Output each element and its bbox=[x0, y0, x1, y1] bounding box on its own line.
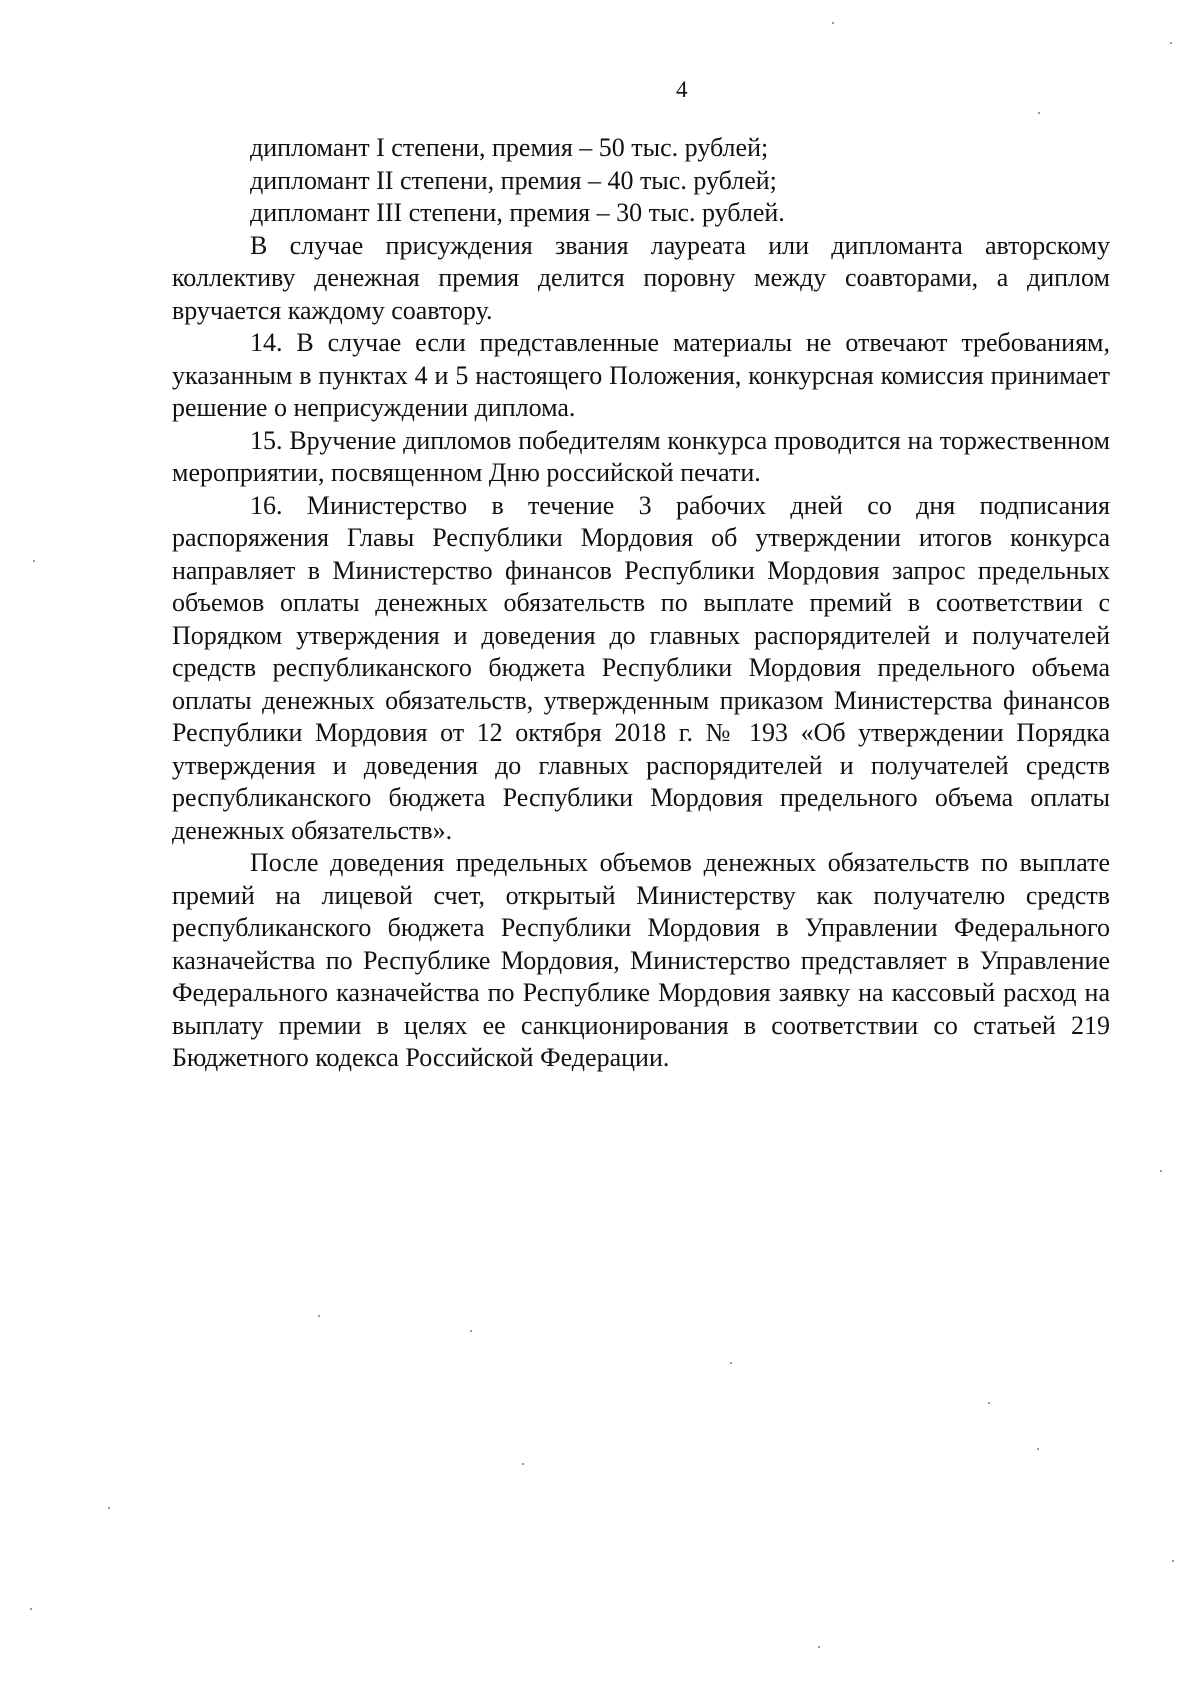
paragraph-item-15: 15. Вручение дипломов победителям конкурса проводится на торжественном мероприятии, посвященном Дню российской печати. bbox=[172, 425, 1110, 487]
paragraph-collective-award: В случае присуждения звания лауреата или дипломанта авторскому коллективу денежная премия делится поровну между соавторами, а диплом вручается каждому соавтору. bbox=[172, 230, 1110, 325]
paragraph-treasury-request: После доведения предельных объемов денежных обязательств по выплате премий на лицевой счет, открытый Министерству как получателю средств республиканского бюджета Республики Мордовия в Управлении Федерального казначейства по Республике Мордовия, Министерство представляет в Управление Федерального казначейства по Республике Мордовия заявку на кассовый расход на выплату премии в целях ее санкционирования в соответствии со статьей 219 Бюджетного кодекса Российской Федерации. bbox=[172, 848, 1110, 1072]
page-number: 4 bbox=[676, 77, 688, 102]
award-line-2: дипломант II степени, премия – 40 тыс. рублей; bbox=[250, 165, 777, 195]
document-body bbox=[172, 132, 1110, 1075]
award-line-1: дипломант I степени, премия – 50 тыс. рублей; bbox=[250, 133, 769, 162]
paragraph-item-14: 14. В случае если представленные материалы не отвечают требованиям, указанным в пунктах 4 и 5 настоящего Положения, конкурсная комиссия принимает решение о неприсуждении диплома. bbox=[172, 328, 1110, 422]
paragraph-item-16: 16. Министерство в течение 3 рабочих дней со дня подписания распоряжения Главы Республики Мордовия об утверждении итогов конкурса направляет в Министерство финансов Республики Мордовия запрос предельных объемов оплаты денежных обязательств по выплате премий в соответствии с Порядком утверждения и доведения до главных распорядителей и получателей средств республиканского бюджета Республики Мордовия предельного объема оплаты денежных обязательств, утвержденным приказом Министерства финансов Республики Мордовия от 12 октября 2018 г. № 193 «Об утверждении Порядка утверждения и доведения до главных распорядителей и получателей средств республиканского бюджета Республики Мордовия предельного объема оплаты денежных обязательств». bbox=[172, 490, 1110, 845]
award-line-3: дипломант III степени, премия – 30 тыс. рублей. bbox=[250, 198, 785, 227]
